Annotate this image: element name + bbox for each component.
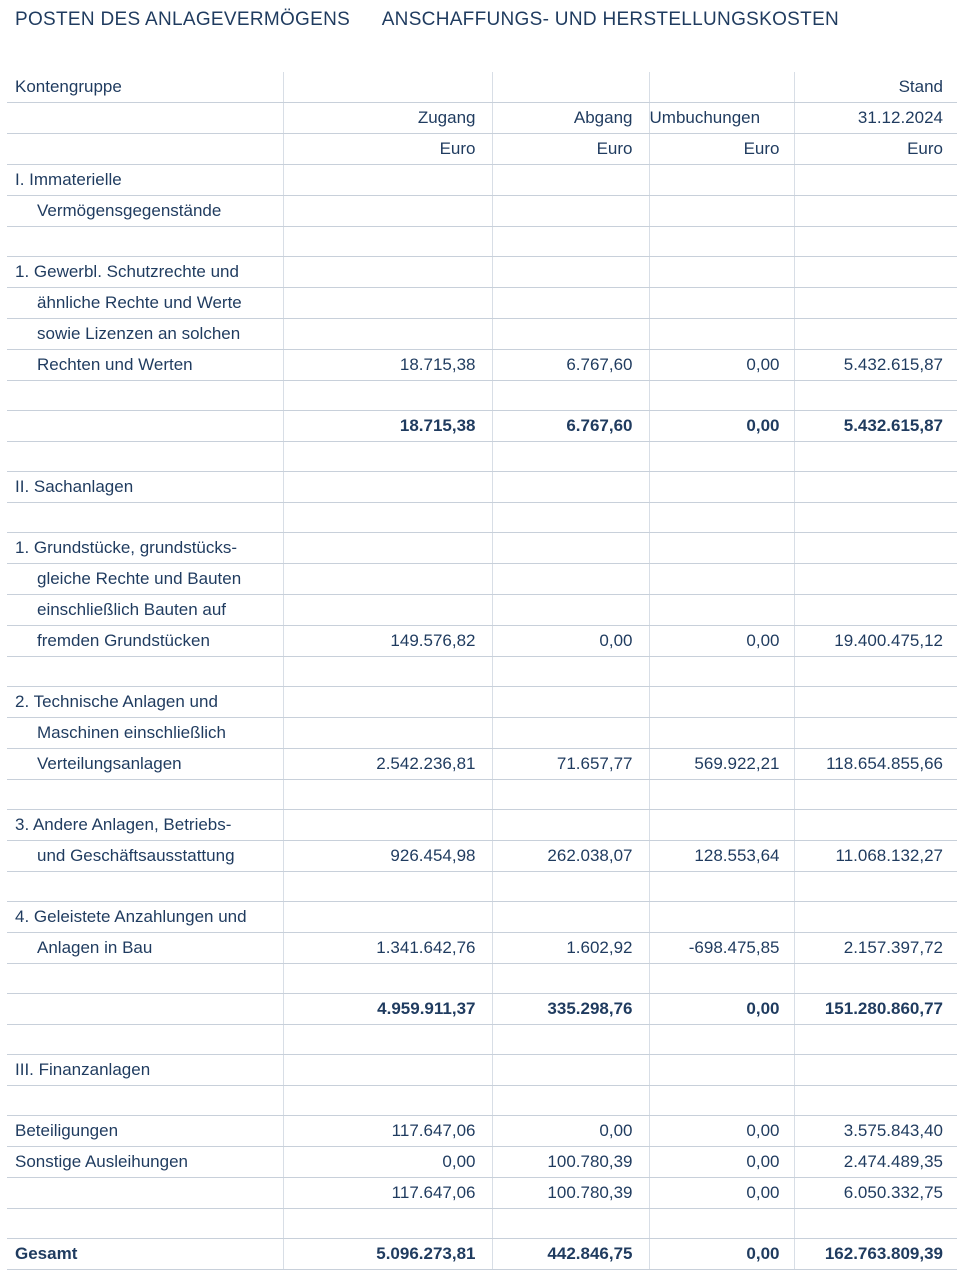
cell-umbuchungen [649,1086,794,1116]
row-label: III. Finanzanlagen [7,1055,283,1086]
column-header-kontengruppe: Kontengruppe [7,72,283,103]
cell-abgang [492,288,649,319]
cell-stand [794,1209,957,1239]
cell-stand [794,196,957,227]
cell-zugang: 4.959.911,37 [283,994,492,1025]
cell-stand [794,1086,957,1116]
cell-zugang [283,1209,492,1239]
cell-umbuchungen [649,442,794,472]
table-row [7,933,957,964]
cell-zugang [283,165,492,196]
row-label [7,381,283,411]
cell-zugang [283,1055,492,1086]
cell-stand [794,165,957,196]
cell-zugang [283,503,492,533]
cell-umbuchungen: 128.553,64 [649,841,794,872]
cell-abgang [492,657,649,687]
cell-abgang [492,165,649,196]
column-header-stand-date: 31.12.2024 [794,103,957,134]
cell-zugang [283,442,492,472]
cell-stand [794,1055,957,1086]
cell-stand [794,964,957,994]
cell-abgang [492,1086,649,1116]
row-label: 3. Andere Anlagen, Betriebs- [7,810,283,841]
cell-zugang [283,1025,492,1055]
table-row [7,687,957,718]
cell-stand: 151.280.860,77 [794,994,957,1025]
table-row [7,1147,957,1178]
cell-stand [794,564,957,595]
row-label: 1. Gewerbl. Schutzrechte und [7,257,283,288]
cell-stand [794,381,957,411]
cell-zugang: 18.715,38 [283,411,492,442]
row-label: gleiche Rechte und Bauten [7,564,283,595]
cell-abgang: 0,00 [492,626,649,657]
header-empty-cell [283,72,492,103]
cell-abgang: 71.657,77 [492,749,649,780]
cell-abgang [492,964,649,994]
cell-abgang: 6.767,60 [492,350,649,381]
cell-stand [794,657,957,687]
unit-label: Euro [492,134,649,165]
cell-zugang [283,718,492,749]
cell-abgang [492,1055,649,1086]
cell-stand [794,595,957,626]
cell-umbuchungen [649,196,794,227]
header-row-1 [7,72,957,103]
row-label [7,780,283,810]
cell-stand: 5.432.615,87 [794,411,957,442]
table-row [7,381,957,411]
unit-label: Euro [649,134,794,165]
row-label [7,1025,283,1055]
unit-label: Euro [283,134,492,165]
table-row [7,994,957,1025]
table-row [7,780,957,810]
table-row [7,503,957,533]
table-row [7,595,957,626]
cell-abgang [492,257,649,288]
cell-stand: 118.654.855,66 [794,749,957,780]
cell-abgang [492,381,649,411]
cell-stand: 6.050.332,75 [794,1178,957,1209]
table-row [7,1239,957,1270]
row-label: Maschinen einschließlich [7,718,283,749]
cell-zugang [283,257,492,288]
section-title-assets: POSTEN DES ANLAGEVERMÖGENS [15,9,351,30]
table-row [7,872,957,902]
header-empty-cell [492,72,649,103]
table-row [7,902,957,933]
cell-stand [794,288,957,319]
cell-abgang [492,780,649,810]
cell-zugang: 18.715,38 [283,350,492,381]
cell-umbuchungen: 569.922,21 [649,749,794,780]
cell-zugang: 2.542.236,81 [283,749,492,780]
section-title-costs: ANSCHAFFUNGS- UND HERSTELLUNGSKOSTEN [381,9,840,30]
header-empty-cell [7,134,283,165]
row-label: fremden Grundstücken [7,626,283,657]
cell-stand [794,257,957,288]
cell-zugang [283,533,492,564]
row-label: einschließlich Bauten auf [7,595,283,626]
cell-umbuchungen [649,564,794,595]
column-header-abgang: Abgang [492,103,649,134]
cell-zugang [283,964,492,994]
cell-zugang [283,472,492,503]
table-row [7,472,957,503]
cell-umbuchungen [649,472,794,503]
table-row [7,1086,957,1116]
column-header-stand: Stand [794,72,957,103]
cell-stand [794,442,957,472]
cell-umbuchungen [649,657,794,687]
row-label [7,503,283,533]
cell-umbuchungen: 0,00 [649,411,794,442]
header-row-2 [7,103,957,134]
cell-abgang [492,595,649,626]
cell-zugang: 1.341.642,76 [283,933,492,964]
row-label [7,1086,283,1116]
cell-umbuchungen: 0,00 [649,350,794,381]
row-label: II. Sachanlagen [7,472,283,503]
cell-abgang [492,1025,649,1055]
cell-zugang: 117.647,06 [283,1116,492,1147]
cell-zugang [283,381,492,411]
cell-stand [794,718,957,749]
cell-stand [794,780,957,810]
row-label [7,411,283,442]
table-row [7,533,957,564]
cell-zugang: 117.647,06 [283,1178,492,1209]
cell-zugang [283,872,492,902]
cell-stand [794,810,957,841]
cell-abgang [492,718,649,749]
cell-zugang: 5.096.273,81 [283,1239,492,1270]
cell-umbuchungen [649,319,794,350]
cell-zugang: 926.454,98 [283,841,492,872]
cell-abgang [492,533,649,564]
row-label: Verteilungsanlagen [7,749,283,780]
cell-zugang [283,780,492,810]
cell-stand: 19.400.475,12 [794,626,957,657]
cell-umbuchungen: 0,00 [649,626,794,657]
cell-zugang [283,687,492,718]
cell-zugang [283,227,492,257]
row-label [7,1178,283,1209]
cell-umbuchungen [649,964,794,994]
row-label [7,1209,283,1239]
table-row [7,841,957,872]
cell-abgang [492,442,649,472]
cell-stand: 162.763.809,39 [794,1239,957,1270]
table-row [7,1055,957,1086]
table-row [7,564,957,595]
cell-abgang: 100.780,39 [492,1178,649,1209]
table-row [7,1178,957,1209]
header-row-3 [7,134,957,165]
cell-zugang [283,657,492,687]
cell-umbuchungen: 0,00 [649,1116,794,1147]
row-label [7,657,283,687]
table-row [7,718,957,749]
row-label [7,964,283,994]
cell-stand [794,1025,957,1055]
page-header [15,9,839,39]
cell-stand: 2.474.489,35 [794,1147,957,1178]
cell-umbuchungen [649,533,794,564]
cell-umbuchungen [649,381,794,411]
cell-zugang: 0,00 [283,1147,492,1178]
cell-umbuchungen: 0,00 [649,994,794,1025]
cell-abgang [492,902,649,933]
cell-umbuchungen [649,810,794,841]
table-row [7,749,957,780]
row-label: I. Immaterielle [7,165,283,196]
table-row [7,319,957,350]
row-label: ähnliche Rechte und Werte [7,288,283,319]
cell-zugang [283,564,492,595]
cell-stand [794,687,957,718]
cell-umbuchungen: 0,00 [649,1239,794,1270]
cell-stand [794,472,957,503]
row-label: 2. Technische Anlagen und [7,687,283,718]
cell-umbuchungen [649,288,794,319]
table-row [7,227,957,257]
cell-umbuchungen [649,227,794,257]
table-row [7,964,957,994]
cell-abgang: 262.038,07 [492,841,649,872]
cell-umbuchungen [649,687,794,718]
cell-umbuchungen [649,902,794,933]
cell-umbuchungen: 0,00 [649,1178,794,1209]
header-empty-cell [7,103,283,134]
cell-stand [794,872,957,902]
row-label: Gesamt [7,1239,283,1270]
row-label [7,442,283,472]
table-row [7,411,957,442]
cell-abgang [492,196,649,227]
cell-abgang [492,472,649,503]
table-row [7,1116,957,1147]
cell-abgang [492,319,649,350]
table-row [7,350,957,381]
table-row [7,288,957,319]
column-header-zugang: Zugang [283,103,492,134]
cell-umbuchungen [649,257,794,288]
cell-zugang [283,810,492,841]
cell-stand: 3.575.843,40 [794,1116,957,1147]
cell-umbuchungen [649,872,794,902]
cell-abgang: 335.298,76 [492,994,649,1025]
cell-stand: 5.432.615,87 [794,350,957,381]
cell-abgang: 442.846,75 [492,1239,649,1270]
table-row [7,657,957,687]
cell-umbuchungen [649,1055,794,1086]
cell-umbuchungen: 0,00 [649,1147,794,1178]
table-row [7,810,957,841]
row-label: Beteiligungen [7,1116,283,1147]
row-label: Sonstige Ausleihungen [7,1147,283,1178]
cell-zugang [283,1086,492,1116]
row-label [7,227,283,257]
row-label: Vermögensgegenstände [7,196,283,227]
cell-abgang [492,503,649,533]
table-row [7,1025,957,1055]
row-label: Anlagen in Bau [7,933,283,964]
table-row [7,257,957,288]
row-label: 4. Geleistete Anzahlungen und [7,902,283,933]
cell-stand [794,503,957,533]
cell-abgang: 0,00 [492,1116,649,1147]
cell-stand: 2.157.397,72 [794,933,957,964]
cell-abgang: 1.602,92 [492,933,649,964]
row-label: sowie Lizenzen an solchen [7,319,283,350]
cell-abgang: 6.767,60 [492,411,649,442]
cell-umbuchungen [649,1209,794,1239]
cell-umbuchungen [649,718,794,749]
cell-stand: 11.068.132,27 [794,841,957,872]
cell-abgang [492,1209,649,1239]
table-row [7,1209,957,1239]
table-row [7,626,957,657]
cell-zugang [283,595,492,626]
row-label: und Geschäftsausstattung [7,841,283,872]
row-label [7,872,283,902]
table-row [7,165,957,196]
cell-zugang [283,196,492,227]
cell-stand [794,227,957,257]
cell-abgang [492,564,649,595]
row-label: Rechten und Werten [7,350,283,381]
cell-abgang [492,687,649,718]
row-label: 1. Grundstücke, grundstücks- [7,533,283,564]
column-header-umbuchungen: Umbuchungen [649,103,794,134]
cell-zugang [283,319,492,350]
cell-abgang [492,810,649,841]
cell-zugang [283,902,492,933]
cell-zugang [283,288,492,319]
cell-umbuchungen [649,1025,794,1055]
cell-zugang: 149.576,82 [283,626,492,657]
cell-stand [794,902,957,933]
asset-cost-table [7,72,957,1270]
table-row [7,196,957,227]
table-row [7,442,957,472]
cell-abgang [492,227,649,257]
cell-umbuchungen [649,595,794,626]
cell-abgang: 100.780,39 [492,1147,649,1178]
cell-stand [794,533,957,564]
cell-stand [794,319,957,350]
cell-umbuchungen [649,503,794,533]
unit-label: Euro [794,134,957,165]
cell-umbuchungen [649,780,794,810]
header-empty-cell [649,72,794,103]
cell-abgang [492,872,649,902]
row-label [7,994,283,1025]
cell-umbuchungen [649,165,794,196]
cell-umbuchungen: -698.475,85 [649,933,794,964]
